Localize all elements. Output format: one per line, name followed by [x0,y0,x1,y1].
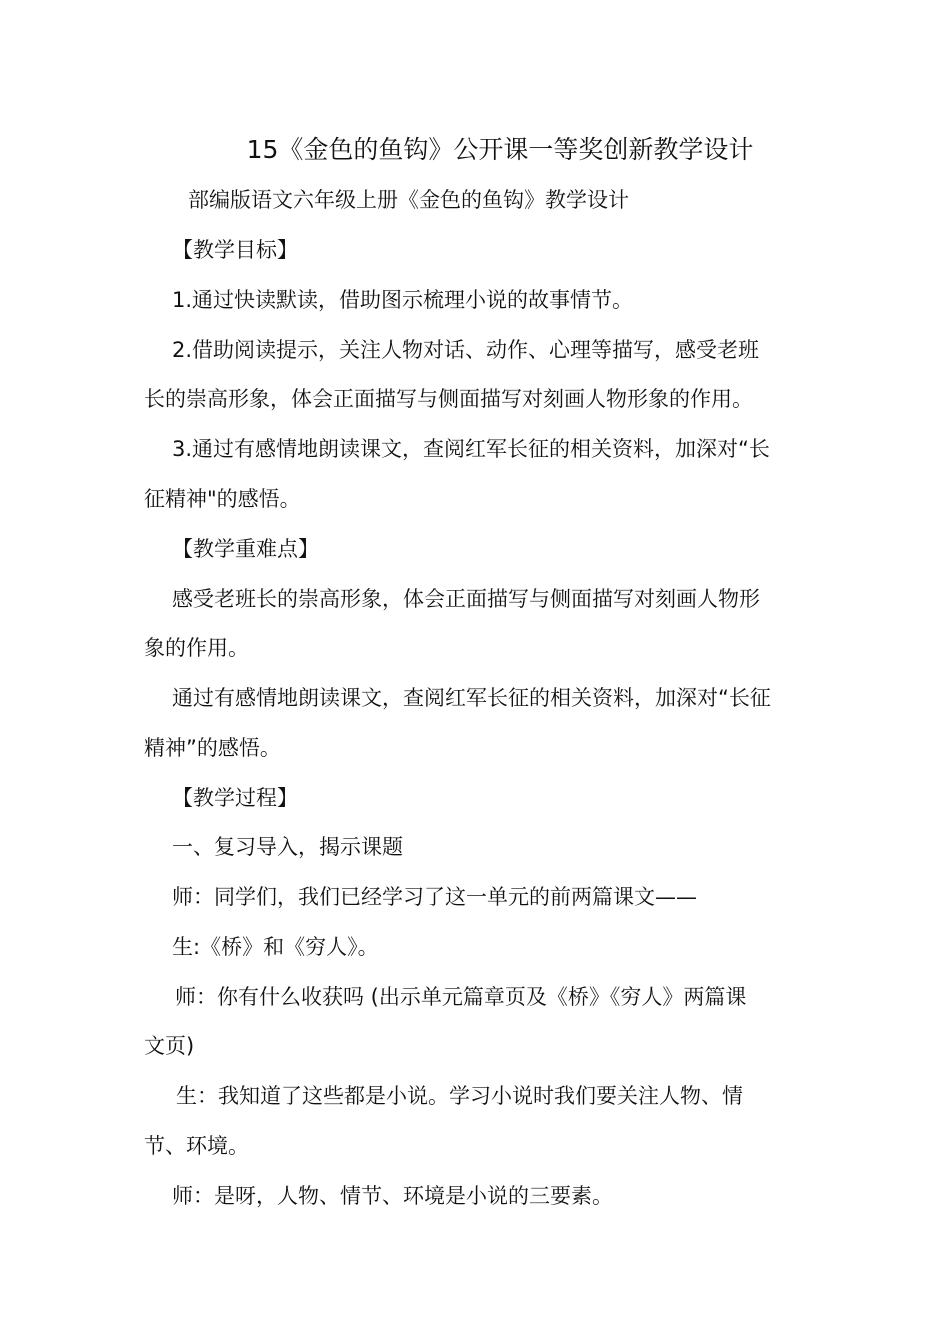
goal-2-line-2: 长的崇高形象，体会正面描写与侧面描写对刻画人物形象的作用。 [144,387,753,411]
section-1-heading: 一、复习导入，揭示课题 [172,835,403,859]
goals-heading: 【教学目标】 [172,238,298,262]
key-points-heading: 【教学重难点】 [172,537,319,561]
key-point-2-line-1: 通过有感情地朗读课文，查阅红军长征的相关资料，加深对“长征 [172,686,771,710]
goal-3-line-1: 3.通过有感情地朗读课文，查阅红军长征的相关资料，加深对“长 [172,437,770,461]
dialogue-teacher-1: 师：同学们，我们已经学习了这一单元的前两篇课文—— [172,885,697,909]
key-point-2-line-2: 精神”的感悟。 [144,736,281,760]
goal-2-line-1: 2.借助阅读提示，关注人物对话、动作、心理等描写，感受老班 [172,338,760,362]
dialogue-teacher-2-line-2: 文页) [144,1034,195,1058]
document-subtitle: 部编版语文六年级上册《金色的鱼钩》教学设计 [188,188,629,212]
process-heading: 【教学过程】 [172,786,298,810]
key-point-1-line-2: 象的作用。 [144,636,249,660]
key-point-1-line-1: 感受老班长的崇高形象，体会正面描写与侧面描写对刻画人物形 [172,587,760,611]
dialogue-teacher-2-line-1: 师：你有什么收获吗 (出示单元篇章页及《桥》《穷人》两篇课 [175,985,747,1009]
goal-1: 1.通过快读默读，借助图示梳理小说的故事情节。 [172,288,634,312]
dialogue-teacher-3: 师：是呀，人物、情节、环境是小说的三要素。 [172,1184,613,1208]
document-title: 15《金色的鱼钩》公开课一等奖创新教学设计 [246,135,754,164]
dialogue-student-2-line-1: 生：我知道了这些都是小说。学习小说时我们要关注人物、情 [176,1084,743,1108]
dialogue-student-2-line-2: 节、环境。 [144,1134,249,1158]
goal-3-line-2: 征精神"的感悟。 [144,487,301,511]
dialogue-student-1: 生:《桥》和《穷人》。 [172,935,379,959]
